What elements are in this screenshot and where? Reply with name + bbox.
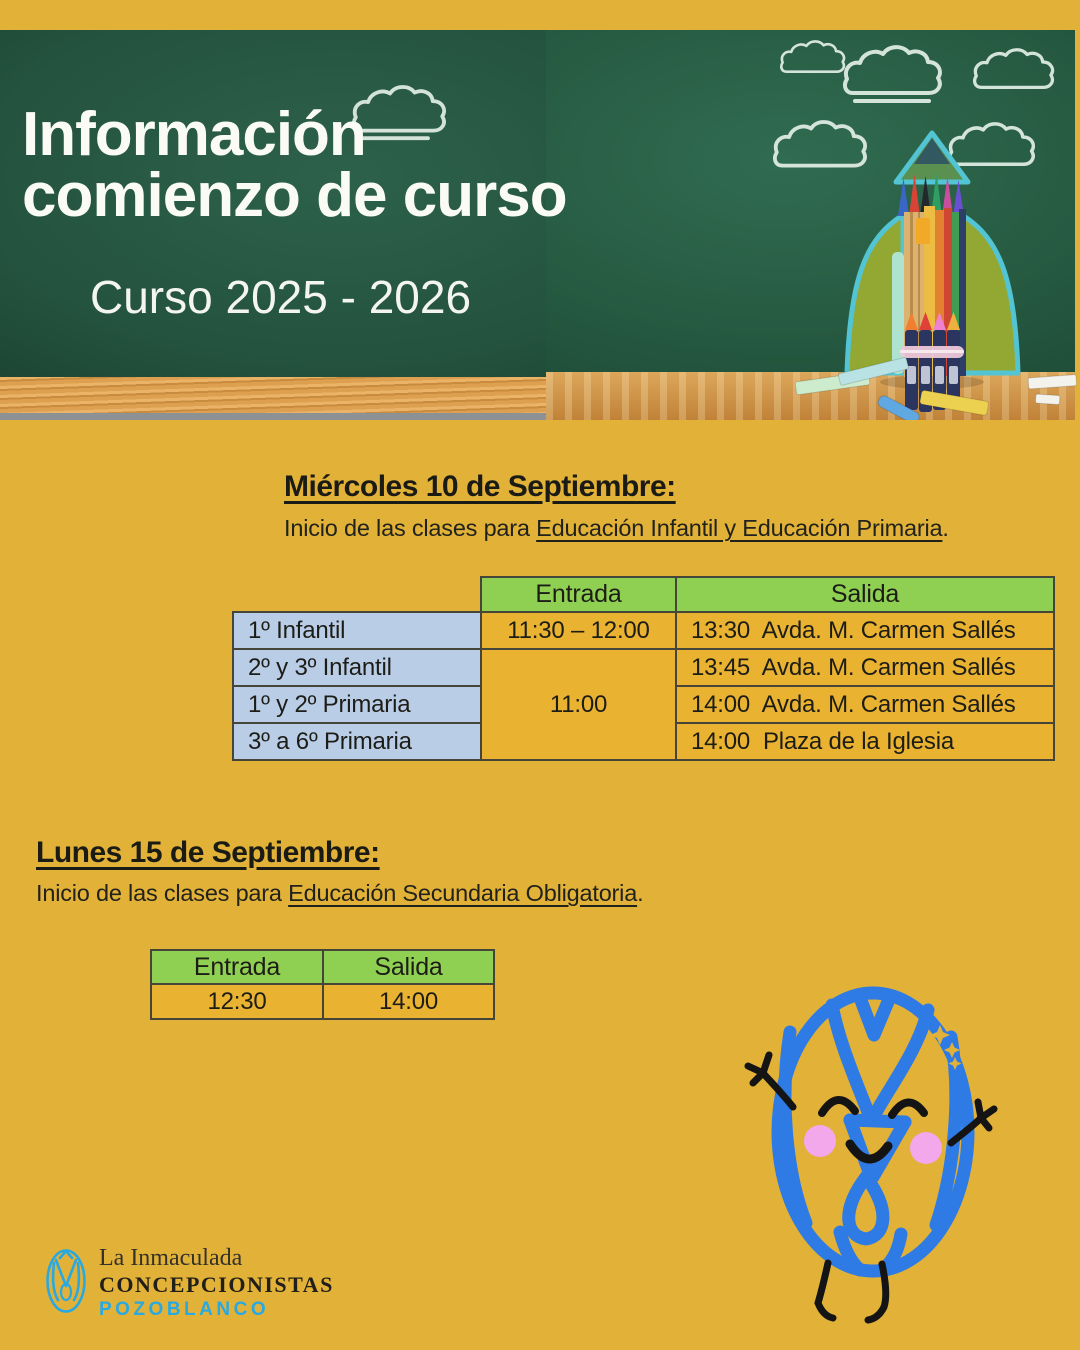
row-label: 1º Infantil: [233, 612, 481, 649]
cheek-left: [804, 1125, 836, 1157]
intro-highlight: Educación Secundaria Obligatoria: [288, 880, 638, 906]
table-row: [151, 984, 494, 1019]
table-row: [233, 612, 1054, 649]
logo-name-line2: CONCEPCIONISTAS: [99, 1272, 334, 1297]
column-header-entrada: Entrada: [151, 950, 323, 984]
section1-intro: [284, 515, 949, 542]
salida-cell: 13:45 Avda. M. Carmen Sallés: [676, 649, 1054, 686]
entrada-cell: 11:30 – 12:00: [481, 612, 676, 649]
entrada-merged-cell: 11:00: [481, 649, 676, 760]
poster-subtitle: Curso 2025 - 2026: [90, 271, 472, 323]
column-header-salida: Salida: [323, 950, 494, 984]
salida-cell: 14:00 Avda. M. Carmen Sallés: [676, 686, 1054, 723]
intro-period: .: [637, 880, 644, 906]
logo-name-line1: La Inmaculada: [99, 1245, 243, 1271]
salida-cell: 14:00: [323, 984, 494, 1019]
column-header-salida: Salida: [676, 577, 1054, 612]
poster-title-line2: comienzo de curso: [22, 161, 567, 230]
mascot-character: [740, 985, 1010, 1330]
intro-text: Inicio de las clases para: [36, 880, 289, 906]
logo-city: POZOBLANCO: [99, 1299, 270, 1320]
intro-highlight: Educación Infantil y Educación Primaria: [536, 515, 943, 541]
poster-title-line1: Información: [22, 100, 366, 169]
column-header-entrada: Entrada: [481, 577, 676, 612]
empty-corner-cell: [233, 577, 481, 612]
schedule-table-sept15: [150, 949, 495, 1020]
row-label: 3º a 6º Primaria: [233, 723, 481, 760]
table-row: [233, 649, 1054, 686]
header-banner: [0, 0, 1080, 420]
row-label: 2º y 3º Infantil: [233, 649, 481, 686]
table-header-row: [233, 577, 1054, 612]
school-logo-emblem-icon: [45, 1248, 87, 1314]
table-header-row: [151, 950, 494, 984]
schedule-table-sept10: [232, 576, 1055, 761]
intro-period: .: [942, 515, 949, 541]
section2-intro: [36, 880, 643, 907]
cheek-right: [910, 1132, 942, 1164]
salida-cell: 13:30 Avda. M. Carmen Sallés: [676, 612, 1054, 649]
salida-cell: 14:00 Plaza de la Iglesia: [676, 723, 1054, 760]
entrada-cell: 12:30: [151, 984, 323, 1019]
row-label: 1º y 2º Primaria: [233, 686, 481, 723]
intro-text: Inicio de las clases para: [284, 515, 537, 541]
section1-heading: Miércoles 10 de Septiembre:: [284, 470, 676, 503]
section2-heading: Lunes 15 de Septiembre:: [36, 836, 380, 869]
school-logo: [45, 1245, 334, 1322]
